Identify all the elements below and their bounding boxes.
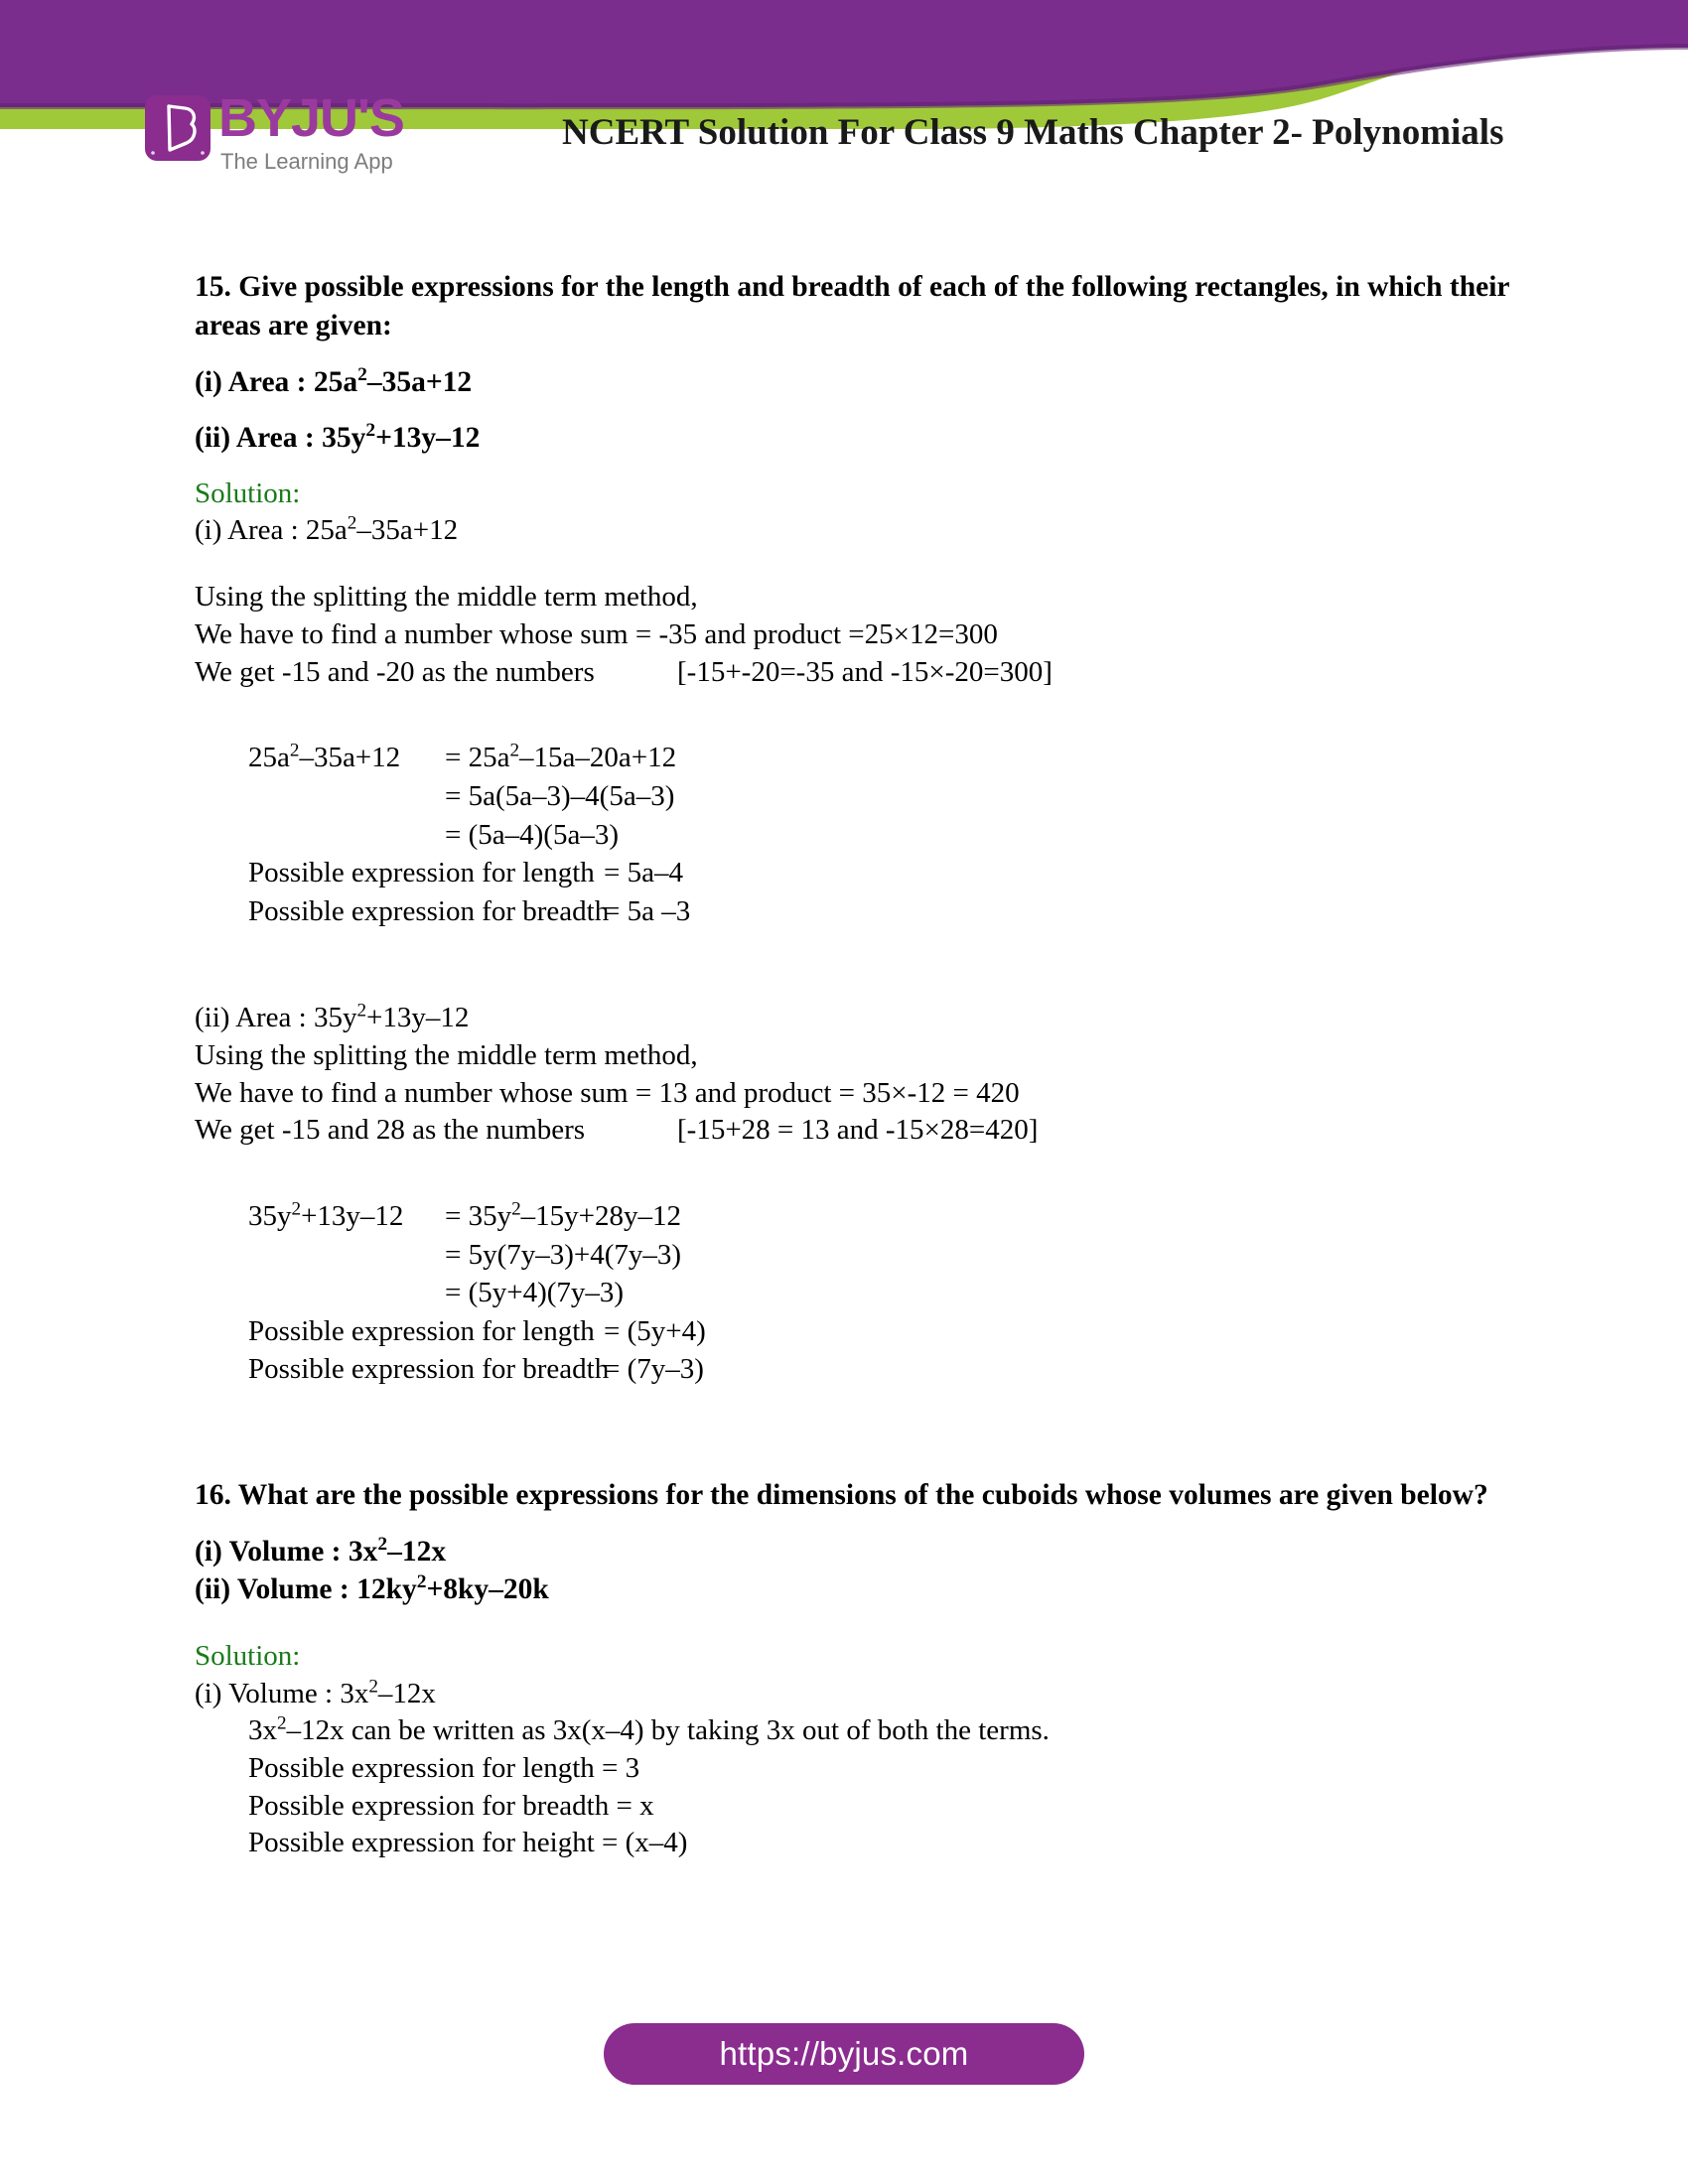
math-row xyxy=(248,777,1515,816)
question-15-solution-label: Solution: xyxy=(195,477,301,509)
question-16-heading: 16. What are the possible expressions for the dimensions of the cuboids whose volumes are given below? xyxy=(195,1478,1488,1511)
derivation-spacer xyxy=(248,777,445,816)
question-15-heading: 15. Give possible expressions for the length and breadth of each of the following rectangles, in which their areas are given: xyxy=(195,271,1509,341)
derivation-step-1 xyxy=(445,1197,681,1236)
derivation-lhs-text: 25a xyxy=(248,742,290,774)
byjus-logo xyxy=(145,88,443,181)
question-16-part-i-restate-text: (i) Volume : 3x xyxy=(195,1677,369,1709)
question-15-item-ii xyxy=(195,419,1515,457)
byjus-logo-mark-icon xyxy=(145,95,211,161)
derivation-lhs xyxy=(248,739,445,777)
question-15-item-i xyxy=(195,363,1515,401)
question-15-part-ii-derivation xyxy=(248,1197,1515,1389)
question-15-part-i-derivation xyxy=(248,739,1515,930)
question-16-item-i xyxy=(195,1533,1515,1570)
derivation-lhs-text: 35y xyxy=(248,1199,292,1232)
derivation-spacer xyxy=(248,1274,445,1312)
question-16-part-i-factoring xyxy=(248,1712,1515,1750)
derivation-lhs xyxy=(248,1197,445,1236)
derivation-step-2: = 5a(5a–3)–4(5a–3) xyxy=(445,779,675,812)
question-16-item-i-text: (i) Volume : 3x xyxy=(195,1535,378,1568)
question-16-part-i-factoring-exponent: 2 xyxy=(277,1712,287,1734)
derivation-step-3: = (5y+4)(7y–3) xyxy=(445,1277,625,1309)
question-15-item-ii-tail: +13y–12 xyxy=(375,422,481,455)
question-15-part-ii-restate-tail: +13y–12 xyxy=(366,1002,470,1034)
question-15-part-i-method: Using the splitting the middle term method, xyxy=(195,581,698,614)
question-15-part-ii-sum-product: We have to find a number whose sum = 13 and product = 35×-12 = 420 xyxy=(195,1076,1020,1109)
derivation-lhs-tail: –35a+12 xyxy=(299,742,401,774)
question-16-part-i-restate-exponent: 2 xyxy=(368,1675,378,1697)
question-16-item-i-tail: –12x xyxy=(387,1535,447,1568)
length-value: = 5a–4 xyxy=(604,857,683,889)
question-15-item-ii-text: (ii) Area : 35y xyxy=(195,422,366,455)
math-row xyxy=(248,892,1515,931)
question-16-part-i-factoring-tail: –12x can be written as 3x(x–4) by taking 3x out of both the terms. xyxy=(286,1714,1050,1747)
derivation-spacer xyxy=(248,1236,445,1275)
derivation-lhs-exponent: 2 xyxy=(289,740,300,761)
derivation-step-1-exponent: 2 xyxy=(511,1198,521,1220)
breadth-label: Possible expression for breadth xyxy=(248,894,610,927)
math-row xyxy=(248,739,1515,777)
question-16-item-ii xyxy=(195,1570,1515,1608)
breadth-label: Possible expression for breadth xyxy=(248,1353,610,1386)
math-row xyxy=(248,1236,1515,1275)
question-15-item-ii-exponent: 2 xyxy=(365,420,376,442)
question-15-part-i-numbers-row xyxy=(195,654,1515,692)
length-label: Possible expression for length xyxy=(248,1314,595,1347)
math-row xyxy=(248,1350,1515,1389)
math-row xyxy=(248,1274,1515,1312)
derivation-spacer xyxy=(248,816,445,855)
question-15-item-i-tail: –35a+12 xyxy=(366,365,473,398)
question-16-solution-label: Solution: xyxy=(195,1640,301,1673)
question-15-part-ii-numbers: We get -15 and 28 as the numbers xyxy=(195,1114,586,1147)
math-row xyxy=(248,1197,1515,1236)
math-row xyxy=(248,854,1515,892)
question-16-item-ii-exponent: 2 xyxy=(416,1571,427,1593)
question-16-item-i-exponent: 2 xyxy=(377,1533,388,1555)
math-row xyxy=(248,816,1515,855)
math-row xyxy=(248,1312,1515,1351)
question-15-part-i-restate xyxy=(195,512,1515,550)
question-16-part-i-length: Possible expression for length = 3 xyxy=(248,1751,640,1784)
question-16-item-ii-text: (ii) Volume : 12ky xyxy=(195,1573,417,1606)
question-15-part-ii-numbers-row xyxy=(195,1112,1515,1150)
derivation-lhs-tail: +13y–12 xyxy=(301,1199,404,1232)
byjus-wordmark: BYJU'S xyxy=(218,88,404,148)
length-value: = (5y+4) xyxy=(604,1314,706,1347)
derivation-step-3: = (5a–4)(5a–3) xyxy=(445,818,619,851)
question-16-part-i-restate xyxy=(195,1676,1515,1713)
question-15-part-ii-bracket-note: [-15+28 = 13 and -15×28=420] xyxy=(677,1114,1039,1147)
question-15-part-ii-method: Using the splitting the middle term method, xyxy=(195,1038,698,1071)
derivation-step-2: = 5y(7y–3)+4(7y–3) xyxy=(445,1238,682,1271)
length-label: Possible expression for length xyxy=(248,857,595,889)
question-15-part-i-restate-exponent: 2 xyxy=(347,512,357,534)
question-15-item-i-text: (i) Area : 25a xyxy=(195,365,358,398)
question-15-part-ii-restate-text: (ii) Area : 35y xyxy=(195,1002,357,1034)
derivation-step-1-exponent: 2 xyxy=(509,740,520,761)
question-16-item-ii-tail: +8ky–20k xyxy=(426,1573,549,1606)
derivation-step-1-text: = 35y xyxy=(445,1199,512,1232)
question-15-part-i-numbers: We get -15 and -20 as the numbers xyxy=(195,655,595,688)
question-15-part-ii-restate xyxy=(195,1000,1515,1037)
page-title: NCERT Solution For Class 9 Maths Chapter 2- Polynomials xyxy=(562,112,1504,153)
question-16-part-i-factoring-text: 3x xyxy=(248,1714,277,1747)
question-15-item-i-exponent: 2 xyxy=(357,364,367,386)
question-16-part-i-restate-tail: –12x xyxy=(377,1677,436,1709)
derivation-step-1-tail: –15y+28y–12 xyxy=(520,1199,682,1232)
question-15-part-i-restate-text: (i) Area : 25a xyxy=(195,513,348,546)
byjus-url-button[interactable] xyxy=(604,2023,1084,2085)
question-15-part-i-sum-product: We have to find a number whose sum = -35 and product =25×12=300 xyxy=(195,618,998,651)
document-content xyxy=(195,268,1515,1862)
derivation-step-1 xyxy=(445,739,676,777)
breadth-value: = (7y–3) xyxy=(604,1353,704,1386)
byjus-tagline: The Learning App xyxy=(220,149,393,174)
question-16-part-i-height: Possible expression for height = (x–4) xyxy=(248,1827,688,1859)
question-15-part-i-bracket-note: [-15+-20=-35 and -15×-20=300] xyxy=(677,655,1053,688)
derivation-step-1-tail: –15a–20a+12 xyxy=(519,742,677,774)
derivation-lhs-exponent: 2 xyxy=(291,1198,302,1220)
question-16-part-i-breadth: Possible expression for breadth = x xyxy=(248,1789,654,1822)
breadth-value: = 5a –3 xyxy=(604,894,691,927)
question-15-part-i-restate-tail: –35a+12 xyxy=(356,513,459,546)
byjus-url-label: https://byjus.com xyxy=(719,2035,969,2072)
derivation-step-1-text: = 25a xyxy=(445,742,510,774)
question-15-part-ii-restate-exponent: 2 xyxy=(356,1000,367,1022)
